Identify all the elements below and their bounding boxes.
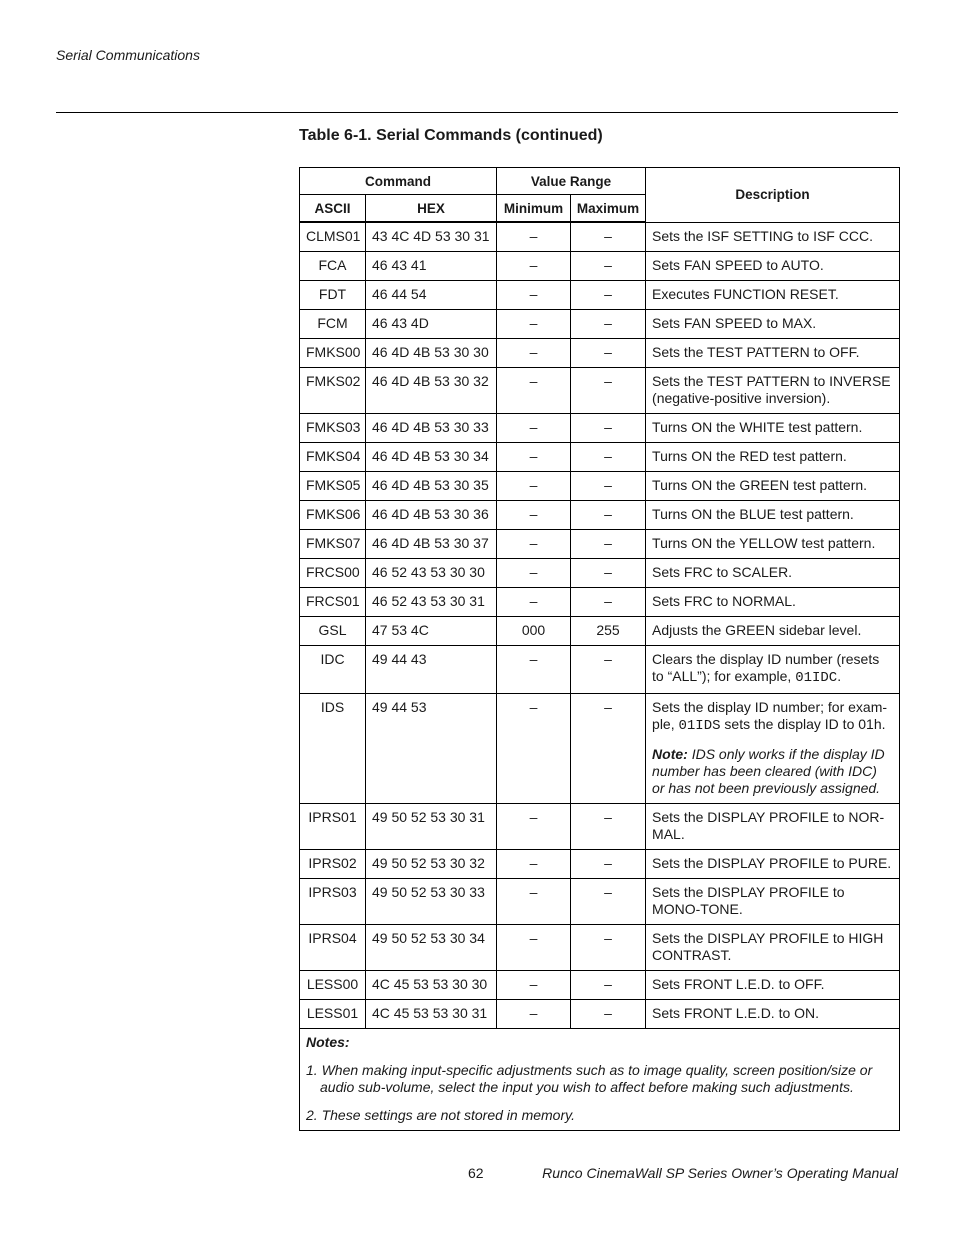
cell-description xyxy=(646,339,900,368)
table-row xyxy=(300,443,900,472)
cell-maximum: – xyxy=(571,646,646,694)
cell-description xyxy=(646,804,900,850)
cell-description xyxy=(646,879,900,925)
header-command: Command xyxy=(300,168,497,195)
cell-ascii: FMKS03 xyxy=(300,414,366,443)
description-text: Sets the TEST PATTERN to INVERSE (negative-positive inversion). xyxy=(652,373,891,406)
cell-minimum: – xyxy=(497,879,571,925)
cell-minimum: – xyxy=(497,530,571,559)
description-text: Sets FRONT L.E.D. to OFF. xyxy=(652,976,825,992)
cell-minimum: – xyxy=(497,559,571,588)
cell-ascii: CLMS01 xyxy=(300,222,366,252)
cell-maximum: – xyxy=(571,339,646,368)
cell-hex: 46 4D 4B 53 30 35 xyxy=(366,472,497,501)
page-number: 62 xyxy=(468,1165,484,1181)
cell-maximum: – xyxy=(571,925,646,971)
cell-maximum: 255 xyxy=(571,617,646,646)
table-row xyxy=(300,588,900,617)
header-value-range: Value Range xyxy=(497,168,646,195)
cell-minimum: – xyxy=(497,646,571,694)
manual-title: Runco CinemaWall SP Series Owner’s Operating Manual xyxy=(542,1165,898,1181)
running-head: Serial Communications xyxy=(56,47,200,63)
cell-ascii: FMKS05 xyxy=(300,472,366,501)
cell-hex: 46 52 43 53 30 31 xyxy=(366,588,497,617)
table-row xyxy=(300,472,900,501)
table-row xyxy=(300,310,900,339)
table-row xyxy=(300,646,900,694)
cell-maximum: – xyxy=(571,414,646,443)
table-row xyxy=(300,925,900,971)
cell-ascii: FMKS06 xyxy=(300,501,366,530)
cell-description xyxy=(646,617,900,646)
cell-maximum: – xyxy=(571,971,646,1000)
description-text: Sets FRONT L.E.D. to ON. xyxy=(652,1005,820,1021)
cell-hex: 46 44 54 xyxy=(366,281,497,310)
table-row xyxy=(300,368,900,414)
cell-minimum: 000 xyxy=(497,617,571,646)
command-example: 01IDC xyxy=(795,670,838,686)
cell-ascii: FRCS00 xyxy=(300,559,366,588)
cell-hex: 46 4D 4B 53 30 32 xyxy=(366,368,497,414)
cell-hex: 46 4D 4B 53 30 33 xyxy=(366,414,497,443)
description-text: Sets the ISF SETTING to ISF CCC. xyxy=(652,227,873,244)
table-row xyxy=(300,501,900,530)
cell-description xyxy=(646,1000,900,1029)
cell-hex: 49 50 52 53 30 31 xyxy=(366,804,497,850)
description-text: Executes FUNCTION RESET. xyxy=(652,286,839,302)
cell-minimum: – xyxy=(497,501,571,530)
cell-ascii: IDS xyxy=(300,694,366,804)
cell-description xyxy=(646,646,900,694)
cell-minimum: – xyxy=(497,804,571,850)
description-text: Turns ON the GREEN test pattern. xyxy=(652,477,868,493)
cell-maximum: – xyxy=(571,804,646,850)
cell-ascii: FMKS02 xyxy=(300,368,366,414)
header-description: Description xyxy=(646,168,900,223)
header-hex: HEX xyxy=(366,195,497,223)
cell-description xyxy=(646,588,900,617)
cell-minimum: – xyxy=(497,414,571,443)
table-title: Table 6-1. Serial Commands (continued) xyxy=(299,127,603,144)
cell-maximum: – xyxy=(571,588,646,617)
cell-hex: 47 53 4C xyxy=(366,617,497,646)
cell-hex: 43 4C 4D 53 30 31 xyxy=(366,222,497,252)
cell-hex: 49 50 52 53 30 32 xyxy=(366,850,497,879)
table-row xyxy=(300,222,900,252)
cell-description xyxy=(646,252,900,281)
description-text: Sets FAN SPEED to AUTO. xyxy=(652,257,824,273)
cell-minimum: – xyxy=(497,368,571,414)
cell-minimum: – xyxy=(497,971,571,1000)
cell-description xyxy=(646,222,900,252)
cell-minimum: – xyxy=(497,694,571,804)
cell-hex: 49 44 43 xyxy=(366,646,497,694)
description-text: Sets FAN SPEED to MAX. xyxy=(652,315,817,331)
description-text: Clears the display ID number (resets to “ALL”); for example, xyxy=(652,651,880,684)
cell-minimum: – xyxy=(497,310,571,339)
cell-ascii: IPRS02 xyxy=(300,850,366,879)
cell-maximum: – xyxy=(571,501,646,530)
table-row xyxy=(300,559,900,588)
cell-ascii: FRCS01 xyxy=(300,588,366,617)
description-text: Turns ON the WHITE test pattern. xyxy=(652,419,863,435)
command-example: 01IDS xyxy=(678,718,721,734)
cell-description xyxy=(646,559,900,588)
table-body xyxy=(300,222,900,1029)
cell-hex: 46 52 43 53 30 30 xyxy=(366,559,497,588)
cell-maximum: – xyxy=(571,530,646,559)
description-text: Sets FRC to SCALER. xyxy=(652,564,793,580)
cell-ascii: IDC xyxy=(300,646,366,694)
cell-ascii: FCA xyxy=(300,252,366,281)
notes-heading: Notes: xyxy=(306,1034,350,1050)
table-row xyxy=(300,617,900,646)
cell-hex: 49 50 52 53 30 34 xyxy=(366,925,497,971)
cell-ascii: IPRS03 xyxy=(300,879,366,925)
cell-ascii: LESS01 xyxy=(300,1000,366,1029)
cell-minimum: – xyxy=(497,1000,571,1029)
cell-hex: 4C 45 53 53 30 30 xyxy=(366,971,497,1000)
table-row xyxy=(300,339,900,368)
cell-maximum: – xyxy=(571,252,646,281)
cell-minimum: – xyxy=(497,281,571,310)
header-ascii: ASCII xyxy=(300,195,366,223)
cell-ascii: FMKS04 xyxy=(300,443,366,472)
header-maximum: Maximum xyxy=(571,195,646,223)
table-row xyxy=(300,971,900,1000)
cell-description xyxy=(646,472,900,501)
cell-description xyxy=(646,694,900,804)
description-text: Turns ON the RED test pattern. xyxy=(652,448,847,464)
description-text: Adjusts the GREEN sidebar level. xyxy=(652,622,862,638)
cell-maximum: – xyxy=(571,850,646,879)
cell-description xyxy=(646,850,900,879)
cell-minimum: – xyxy=(497,472,571,501)
cell-minimum: – xyxy=(497,850,571,879)
description-text: Sets the DISPLAY PROFILE to HIGH CONTRAST. xyxy=(652,930,884,963)
cell-description xyxy=(646,501,900,530)
cell-ascii: FCM xyxy=(300,310,366,339)
cell-maximum: – xyxy=(571,472,646,501)
cell-minimum: – xyxy=(497,339,571,368)
cell-hex: 46 4D 4B 53 30 34 xyxy=(366,443,497,472)
cell-description xyxy=(646,971,900,1000)
cell-ascii: FMKS07 xyxy=(300,530,366,559)
cell-maximum: – xyxy=(571,443,646,472)
cell-hex: 46 43 4D xyxy=(366,310,497,339)
cell-hex: 46 4D 4B 53 30 37 xyxy=(366,530,497,559)
cell-hex: 46 43 41 xyxy=(366,252,497,281)
header-rule xyxy=(56,112,898,113)
note-text: IDS only works if the display ID number has been cleared (with IDC) or has not been previously assigned. xyxy=(652,746,885,796)
table-row xyxy=(300,879,900,925)
notes-cell xyxy=(300,1029,900,1131)
cell-minimum: – xyxy=(497,252,571,281)
cell-maximum: – xyxy=(571,1000,646,1029)
cell-maximum: – xyxy=(571,281,646,310)
description-text: Sets FRC to NORMAL. xyxy=(652,593,796,609)
cell-description xyxy=(646,281,900,310)
cell-maximum: – xyxy=(571,222,646,252)
cell-hex: 46 4D 4B 53 30 30 xyxy=(366,339,497,368)
cell-ascii: FMKS00 xyxy=(300,339,366,368)
cell-description xyxy=(646,310,900,339)
cell-description xyxy=(646,414,900,443)
description-text-after: sets the display ID to 01h. xyxy=(720,716,886,732)
description-text: Sets the DISPLAY PROFILE to PURE. xyxy=(652,855,892,871)
note-item-2: 2. These settings are not stored in memory. xyxy=(306,1107,575,1123)
table-row xyxy=(300,804,900,850)
note-item-1: 1. When making input-specific adjustments such as to image quality, screen position/size or audio sub-volume, select the input you wish to affect before making such adjustments. xyxy=(306,1062,873,1095)
cell-hex: 49 50 52 53 30 33 xyxy=(366,879,497,925)
table-row xyxy=(300,414,900,443)
note-label: Note: xyxy=(652,746,688,762)
cell-minimum: – xyxy=(497,925,571,971)
description-text: Sets the DISPLAY PROFILE to NOR-MAL. xyxy=(652,809,885,842)
table-row xyxy=(300,850,900,879)
header-minimum: Minimum xyxy=(497,195,571,223)
description-text: Sets the display ID number; for exam-ple, xyxy=(652,699,888,732)
cell-ascii: IPRS04 xyxy=(300,925,366,971)
cell-ascii: GSL xyxy=(300,617,366,646)
description-text-after: . xyxy=(837,668,842,684)
table-row xyxy=(300,252,900,281)
cell-description xyxy=(646,443,900,472)
cell-description xyxy=(646,530,900,559)
description-text: Sets the DISPLAY PROFILE to MONO-TONE. xyxy=(652,884,845,917)
cell-minimum: – xyxy=(497,588,571,617)
cell-maximum: – xyxy=(571,368,646,414)
cell-ascii: LESS00 xyxy=(300,971,366,1000)
cell-maximum: – xyxy=(571,310,646,339)
inline-note xyxy=(652,746,893,797)
cell-maximum: – xyxy=(571,559,646,588)
table-row xyxy=(300,1000,900,1029)
cell-maximum: – xyxy=(571,879,646,925)
cell-maximum: – xyxy=(571,694,646,804)
cell-ascii: IPRS01 xyxy=(300,804,366,850)
cell-minimum: – xyxy=(497,222,571,252)
cell-hex: 4C 45 53 53 30 31 xyxy=(366,1000,497,1029)
cell-minimum: – xyxy=(497,443,571,472)
table-row xyxy=(300,281,900,310)
cell-hex: 46 4D 4B 53 30 36 xyxy=(366,501,497,530)
description-text: Turns ON the YELLOW test pattern. xyxy=(652,535,876,551)
cell-description xyxy=(646,925,900,971)
description-text: Turns ON the BLUE test pattern. xyxy=(652,506,854,522)
cell-hex: 49 44 53 xyxy=(366,694,497,804)
cell-description xyxy=(646,368,900,414)
table-row xyxy=(300,530,900,559)
cell-ascii: FDT xyxy=(300,281,366,310)
serial-commands-table xyxy=(299,167,900,1131)
description-text: Sets the TEST PATTERN to OFF. xyxy=(652,344,860,360)
table-row xyxy=(300,694,900,804)
